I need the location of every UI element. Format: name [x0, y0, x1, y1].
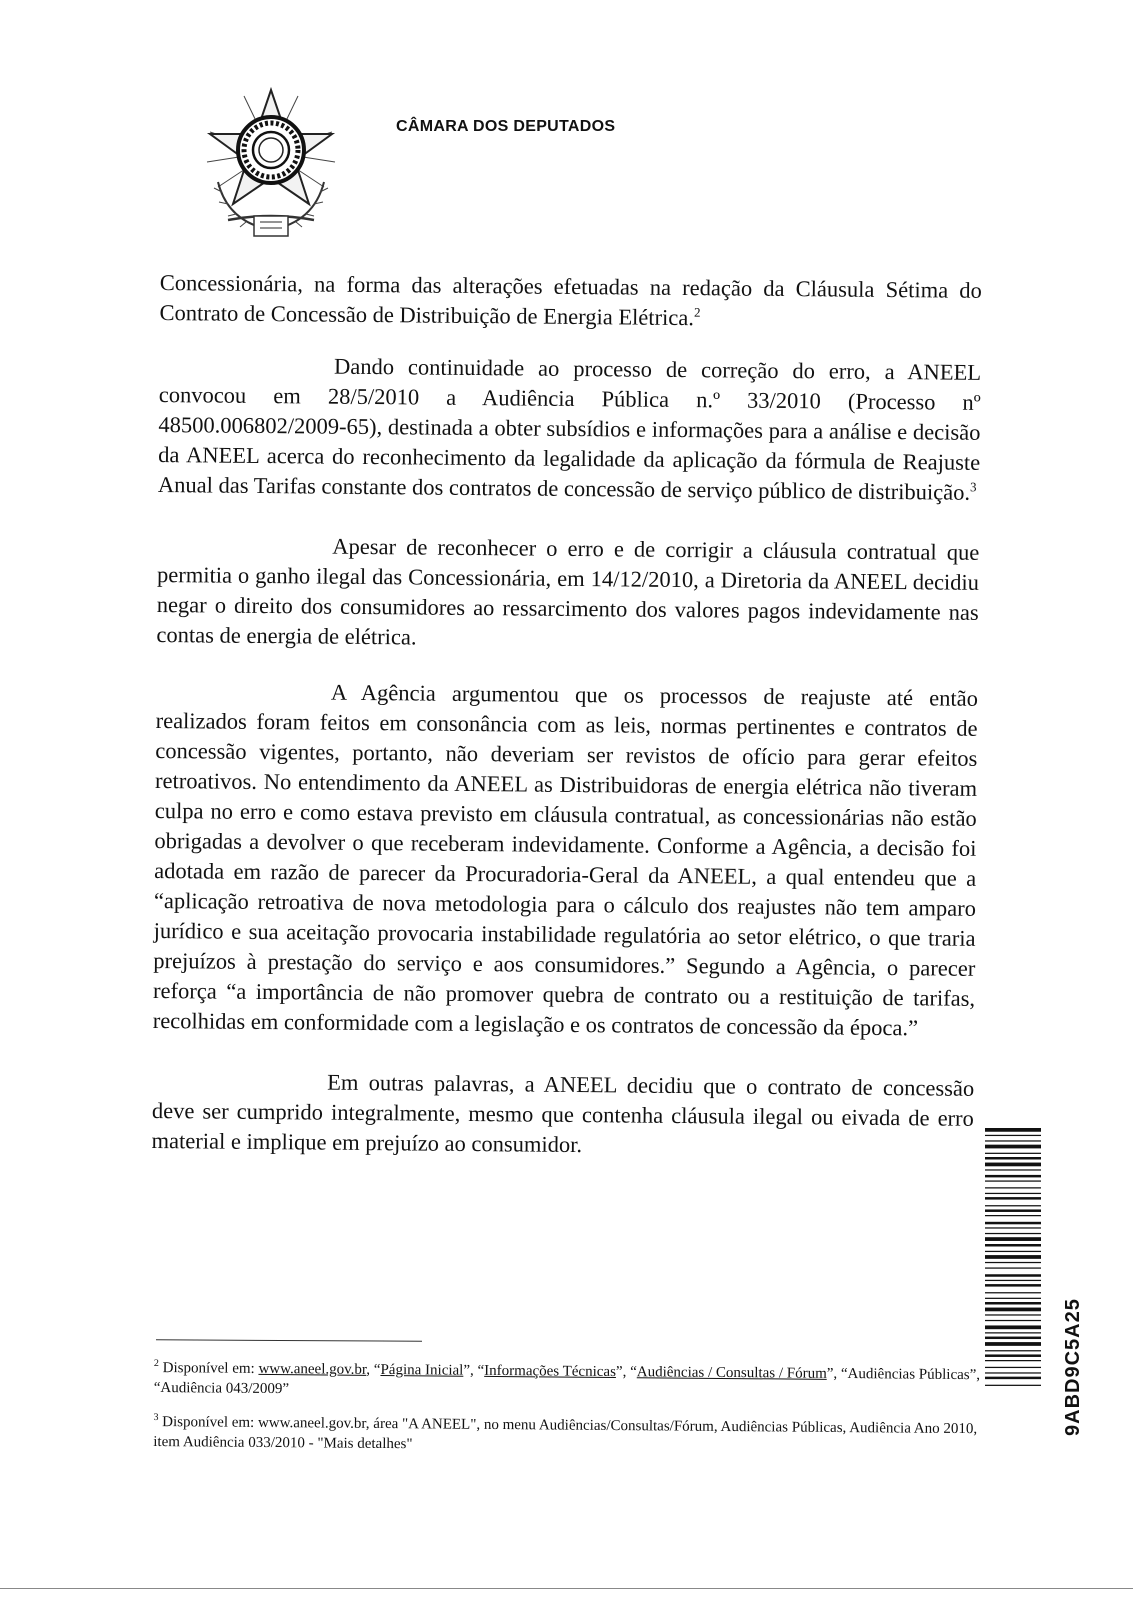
footnote-ref-3: 3	[970, 479, 977, 495]
link-pagina-inicial[interactable]: Página Inicial	[380, 1361, 464, 1379]
paragraph-2-text: Dando continuidade ao processo de correção do erro, a ANEEL convocou em 28/5/2010 a Audiência Pública n.º 33/2010 (Processo nº 48500.006802/2009-65), destinada a obter subsídios e informações para a análise e decisão da ANEEL acerca do reconhecimento da legalidade da aplicação da fórmula de Reajuste Anual das Tarifas constante dos contratos de concessão de serviço público de distribuição.	[157, 353, 982, 505]
footnote-2-number: 2	[153, 1358, 159, 1370]
paragraph-1-text: Concessionária, na forma das alterações efetuadas na redação da Cláusula Sétima do Contrato de Concessão de Distribuição de Energia Elétrica.	[159, 269, 982, 331]
footnote-2-separator: ”, “	[615, 1364, 637, 1381]
aneel-link[interactable]: www.aneel.gov.br	[258, 1360, 367, 1378]
footnote-2	[154, 1358, 984, 1405]
footnote-2-separator: ”, “	[463, 1362, 485, 1379]
footnote-ref-2: 2	[693, 304, 701, 320]
footnote-3	[153, 1412, 983, 1459]
link-informacoes-tecnicas[interactable]: Informações Técnicas	[484, 1362, 617, 1381]
barcode-code: 9ABD9C5A25	[1062, 1298, 1084, 1436]
body-text	[151, 268, 981, 1164]
footnote-2-suffix: ”, “Audiências Públicas”, “Audiência 043/2009”	[153, 1365, 981, 1398]
paragraph-4: A Agência argumentou que os processos de reajuste até então realizados foram feitos em consonância com as leis, normas pertinentes e contratos de concessão vigentes, portanto, não deveriam ser revistos de ofício para gerar efeitos retroativos. No entendimento da ANEEL as Distribuidoras de energia elétrica não tiveram culpa no erro e como estava previsto em cláusula contratual, as concessionárias não estão obrigadas a devolver o que receberam indevidamente. Conforme a Agência, a decisão foi adotada em razão de parecer da Procuradoria-Geral da ANEEL, a qual entendeu que a “aplicação retroativa de nova metodologia para o cálculo dos reajustes não tem amparo jurídico e sua aceitação provocaria instabilidade regulatória ao setor elétrico, o que traria prejuízos à prestação do serviço e aos consumidores.” Segundo a Agência, o parecer reforça “a importância de não promover quebra de contrato ou a restituição de tarifas, recolhidas em conformidade com a legislação e os contratos de concessão da época.”	[152, 679, 979, 1041]
footnote-divider	[156, 1339, 422, 1341]
footnote-3-text: Disponível em: www.aneel.gov.br, área "A ANEEL", no menu Audiências/Consultas/Fórum, Audiências Públicas, Audiência Ano 2010, item Audiência 033/2010 - "Mais detalhes"	[153, 1414, 978, 1453]
footnote-2-separator: , “	[366, 1361, 381, 1378]
footnote-2-prefix: Disponível em:	[162, 1360, 259, 1377]
footnote-3-number: 3	[153, 1411, 159, 1424]
link-audiencias-consultas-forum[interactable]: Audiências / Consultas / Fórum	[636, 1364, 827, 1382]
paragraph-2	[158, 350, 981, 508]
paragraph-3: Apesar de reconhecer o erro e de corrigir a cláusula contratual que permitia o ganho ilegal das Concessionária, em 14/12/2010, a Diretoria da ANEEL decidiu negar o direito dos consumidores ao ressarcimento dos valores pagos indevidamente nas contas de energia de elétrica.	[156, 533, 980, 650]
paragraph-5: Em outras palavras, a ANEEL decidiu que o contrato de concessão deve ser cumprido integralmente, mesmo que contenha cláusula ilegal ou eivada de erro material e implique em prejuízo ao consumidor.	[151, 1069, 975, 1158]
header-title: CÂMARA DOS DEPUTADOS	[396, 118, 616, 135]
page-edge	[0, 1588, 1133, 1589]
footnotes	[153, 1358, 984, 1473]
barcode	[985, 1128, 1041, 1438]
paragraph-1	[159, 268, 982, 336]
coat-of-arms-icon	[198, 82, 344, 242]
